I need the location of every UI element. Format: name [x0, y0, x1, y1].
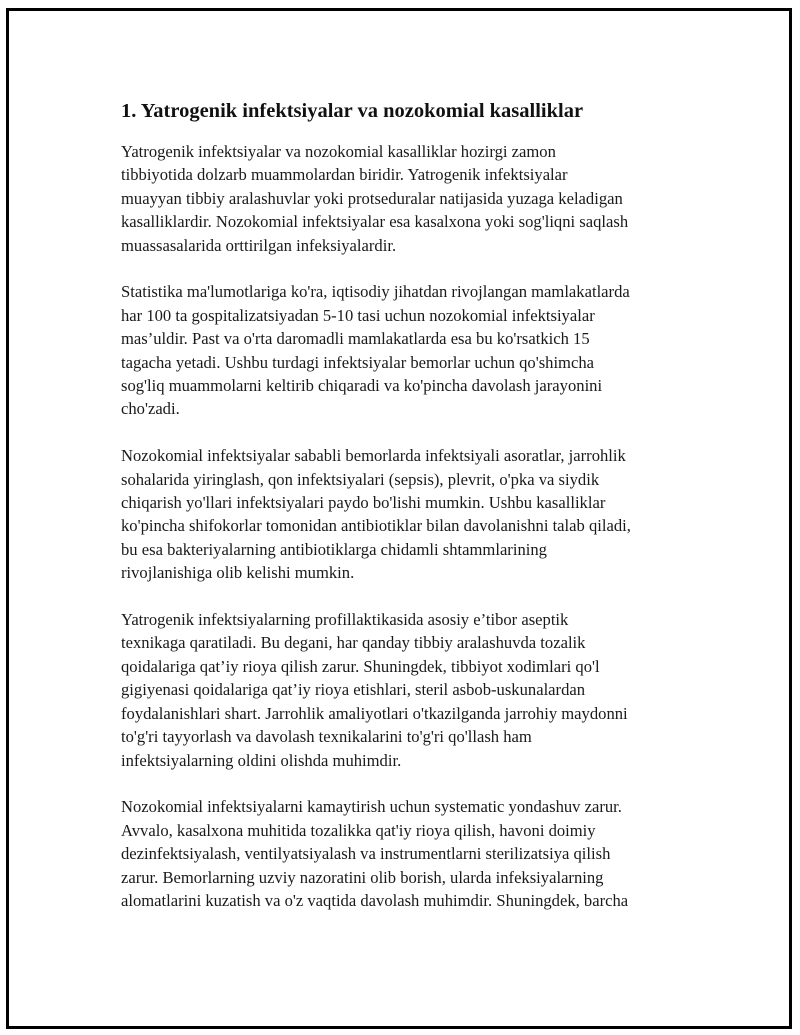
text-line: ko'pincha shifokorlar tomonidan antibiotiklar bilan davolanishni talab qiladi, [121, 516, 631, 536]
text-line: to'g'ri tayyorlash va davolash texnikalarini to'g'ri qo'llash ham [121, 727, 532, 747]
text-line: Yatrogenik infektsiyalar va nozokomial kasalliklar hozirgi zamon [121, 142, 556, 161]
text-line: muayyan tibbiy aralashuvlar yoki protseduralar natijasida yuzaga keladigan [121, 188, 623, 208]
text-line: bu esa bakteriyalarning antibiotiklarga chidamli shtammlarining [121, 539, 547, 559]
text-line: sog'liq muammolarni keltirib chiqaradi va ko'pincha davolash jarayonini [121, 376, 603, 396]
text-line: gigiyenasi qoidalariga qat’iy rioya etishlari, steril asbob-uskunalardan [121, 680, 586, 700]
page-title: 1. Yatrogenik infektsiyalar va nozokomial kasalliklar [121, 100, 584, 122]
text-line: qoidalariga qat’iy rioya qilish zarur. Shuningdek, tibbiyot xodimlari qo'l [121, 656, 600, 676]
paragraph-4 [121, 608, 701, 772]
page-frame [6, 8, 792, 1029]
text-line: har 100 ta gospitalizatsiyadan 5-10 tasi uchun nozokomial infektsiyalar [121, 305, 595, 325]
text-line: muassasalarida orttirilgan infeksiyalardir. [121, 235, 397, 255]
text-line: tibbiyotida dolzarb muammolardan biridir. Yatrogenik infektsiyalar [121, 165, 568, 185]
text-line: mas’uldir. Past va o'rta daromadli mamlakatlarda esa bu ko'rsatkich 15 [121, 329, 590, 349]
text-line: texnikaga qaratiladi. Bu degani, har qanday tibbiy aralashuvda tozalik [121, 633, 586, 653]
text-line: sohalarida yiringlash, qon infektsiyalari (sepsis), plevrit, o'pka va siydik [121, 469, 600, 489]
paragraph-2 [121, 280, 701, 420]
text-line: Statistika ma'lumotlariga ko'ra, iqtisodiy jihatdan rivojlangan mamlakatlarda [121, 282, 630, 302]
text-line: foydalanishlari shart. Jarrohlik amaliyotlari o'tkazilganda jarrohiy maydonni [121, 703, 628, 723]
text-line: Yatrogenik infektsiyalarning profillaktikasida asosiy e’tibor aseptik [121, 610, 569, 630]
paragraph-1 [121, 140, 701, 257]
text-line: dezinfektsiyalash, ventilyatsiyalash va instrumentlarni sterilizatsiya qilish [121, 844, 611, 864]
text-line: chiqarish yo'llari infektsiyalari paydo bo'lishi mumkin. Ushbu kasalliklar [121, 493, 606, 513]
paragraph-5 [121, 795, 701, 912]
document-body [121, 97, 701, 936]
paragraph-3 [121, 444, 701, 584]
text-line: kasalliklardir. Nozokomial infektsiyalar esa kasalxona yoki sog'liqni saqlash [121, 212, 629, 232]
text-line: infektsiyalarning oldini olishda muhimdir. [121, 750, 402, 770]
text-line: cho'zadi. [121, 399, 180, 419]
text-line: rivojlanishiga olib kelishi mumkin. [121, 563, 355, 583]
text-line: tagacha yetadi. Ushbu turdagi infektsiyalar bemorlar uchun qo'shimcha [121, 352, 594, 372]
text-line: Avvalo, kasalxona muhitida tozalikka qat'iy rioya qilish, havoni doimiy [121, 820, 596, 840]
text-line: Nozokomial infektsiyalarni kamaytirish uchun systematic yondashuv zarur. [121, 797, 622, 817]
text-line: alomatlarini kuzatish va o'z vaqtida davolash muhimdir. Shuningdek, barcha [121, 890, 629, 910]
text-line: Nozokomial infektsiyalar sababli bemorlarda infektsiyali asoratlar, jarrohlik [121, 446, 626, 466]
text-line: zarur. Bemorlarning uzviy nazoratini olib borish, ularda infeksiyalarning [121, 867, 604, 887]
